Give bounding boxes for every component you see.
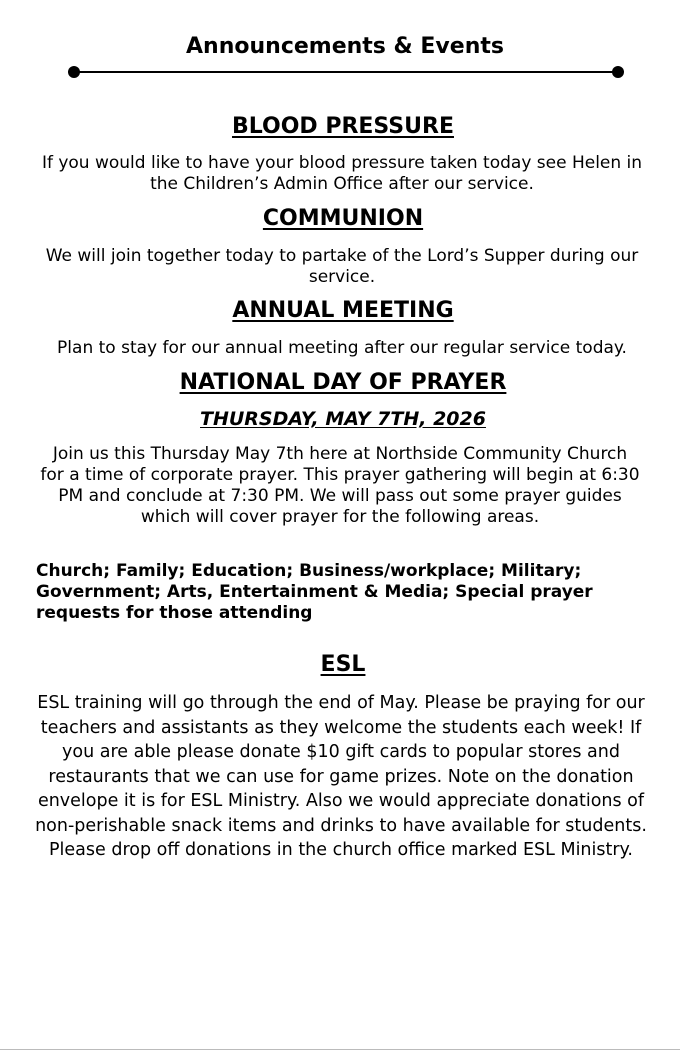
divider-end-dot-right xyxy=(612,66,624,78)
page-title: Announcements & Events xyxy=(186,34,504,59)
annual-meeting-text: Plan to stay for our annual meeting after our regular service today. xyxy=(57,338,627,358)
divider-end-dot-left xyxy=(68,66,80,78)
prayer-date: THURSDAY, MAY 7TH, 2026 xyxy=(200,408,486,430)
title-divider xyxy=(68,66,624,78)
prayer-areas-list: Church; Family; Education; Business/workplace; Military; Government; Arts, Entertainment & Media; Special prayer requests for those attending xyxy=(36,561,593,623)
prayer-text: Join us this Thursday May 7th here at Northside Community Church for a time of corporate prayer. This prayer gathering will begin at 6:30 PM and conclude at 7:30 PM. We will pass out some prayer guides which will cover prayer for the following areas. xyxy=(40,444,640,527)
blood-pressure-heading: BLOOD PRESSURE xyxy=(232,114,454,139)
annual-meeting-heading: ANNUAL MEETING xyxy=(232,298,454,323)
divider-line xyxy=(74,71,618,73)
prayer-heading: NATIONAL DAY OF PRAYER xyxy=(179,370,507,395)
esl-heading: ESL xyxy=(320,652,366,677)
communion-text: We will join together today to partake of the Lord’s Supper during our service. xyxy=(45,246,639,287)
esl-text: ESL training will go through the end of May. Please be praying for our teachers and assistants as they welcome the students each week! If you are able please donate $10 gift cards to popular stores and restaurants that we can use for game prizes. Note on the donation envelope it is for ESL Ministry. Also we would appreciate donations of non-perishable snack items and drinks to have available for students. Please drop off donations in the church office marked ESL Ministry. xyxy=(35,693,647,860)
communion-heading: COMMUNION xyxy=(262,206,424,231)
blood-pressure-text: If you would like to have your blood pressure taken today see Helen in the Children’s Admin Office after our service. xyxy=(41,153,643,194)
